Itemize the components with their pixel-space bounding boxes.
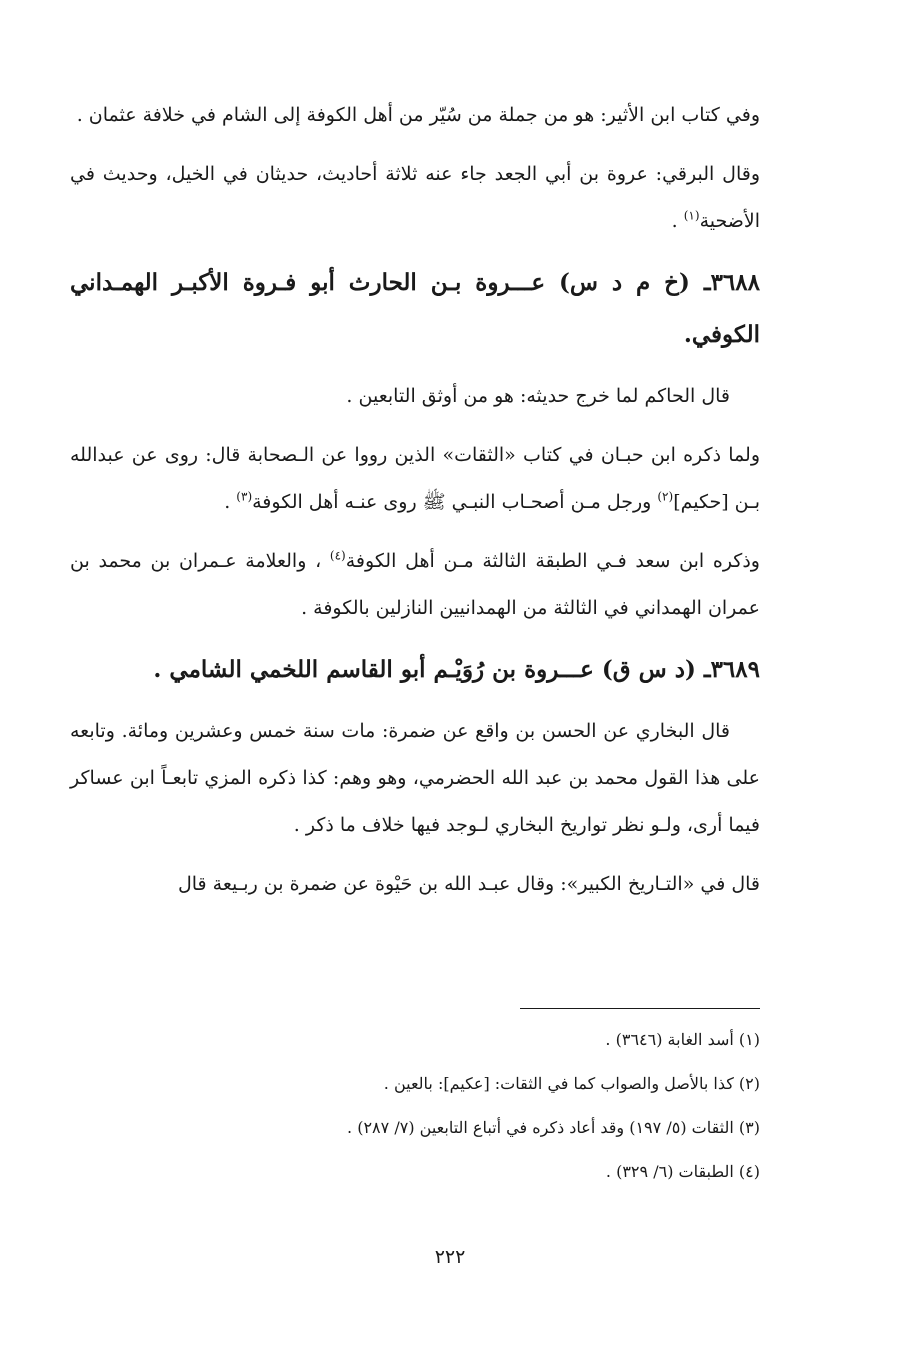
paragraph-ibn-saad	[70, 538, 760, 632]
footnote-ref[interactable]: (٣)	[236, 489, 253, 504]
page-number: ٢٢٢	[434, 1246, 466, 1268]
paragraph-text: ولما ذكره ابن حبـان في كتاب «الثقات» الذين رووا عن الـصحابة قال: روى عن عبدالله بـن [حكيم]	[70, 444, 760, 513]
paragraph-text: قال البخاري عن الحسن بن واقع عن ضمرة: مات سنة خمس وعشرين ومائة. وتابعه على هذا القول محمد بن عبد الله الحضرمي، وهو وهم: كذا ذكره المزي تابعـاً ابن عساكر فيما أرى، ولـو نظر تواريخ البخاري لـوجد فيها خلاف ما ذكر .	[70, 720, 760, 836]
main-text	[70, 92, 760, 920]
paragraph-ibn-hibban	[70, 432, 760, 526]
footnote-4: (٤) الطبقات (٦/ ٣٢٩) .	[605, 1162, 760, 1181]
paragraph-text: وقال البرقي: عروة بن أبي الجعد جاء عنه ثلاثة أحاديث، حديثان في الخيل، وحديث في الأضحية	[70, 163, 760, 232]
paragraph-text: .	[224, 491, 237, 513]
paragraph-text: قال في «التـاريخ الكبير»: وقال عبـد الله بن حَيْوة عن ضمرة بن ربـيعة قال	[177, 873, 760, 895]
paragraph-text: ، والعلامة عـمران بن محمد بن عمران الهمداني في الثالثة من الهمدانيين النازلين بالكوفة .	[70, 550, 760, 619]
footnote-2: (٢) كذا بالأصل والصواب كما في الثقات: [عكيم]: بالعين .	[383, 1074, 760, 1093]
paragraph-barqi	[70, 151, 760, 245]
paragraph-text: ورجل مـن أصحـاب النبـي ﷺ روى عنـه أهل الكوفة	[252, 491, 658, 513]
paragraph-ibn-athir	[70, 92, 760, 139]
footnote-ref[interactable]: (٤)	[329, 548, 346, 563]
paragraph-text: قال الحاكم لما خرج حديثه: هو من أوثق التابعين .	[346, 385, 730, 407]
entry-heading-3689: ٣٦٨٩ـ (د س ق) عـــروة بن رُوَيْـم أبو القاسم اللخمي الشامي .	[153, 656, 760, 683]
paragraph-bukhari	[70, 708, 760, 849]
footnotes	[70, 1018, 760, 1194]
footnote-3: (٣) الثقات (٥/ ١٩٧) وقد أعاد ذكره في أتباع التابعين (٧/ ٢٨٧) .	[347, 1118, 760, 1137]
paragraph-tarikh-kabir	[70, 861, 760, 908]
paragraph-text: وذكره ابن سعد فـي الطبقة الثالثة مـن أهل الكوفة	[345, 550, 760, 572]
footnote-divider	[520, 1008, 760, 1009]
paragraph-hakim	[70, 373, 760, 420]
footnote-1: (١) أسد الغابة (٣٦٤٦) .	[605, 1030, 760, 1049]
entry-heading-3688: ٣٦٨٨ـ (خ م د س) عـــروة بـن الحارث أبو فـروة الأكبـر الهمـداني الكوفي.	[70, 269, 760, 348]
paragraph-text: وفي كتاب ابن الأثير: هو من جملة من سُيّر من أهل الكوفة إلى الشام في خلافة عثمان .	[76, 104, 760, 126]
paragraph-text: .	[671, 210, 684, 232]
footnote-ref[interactable]: (٢)	[657, 489, 674, 504]
footnote-ref[interactable]: (١)	[683, 208, 700, 223]
